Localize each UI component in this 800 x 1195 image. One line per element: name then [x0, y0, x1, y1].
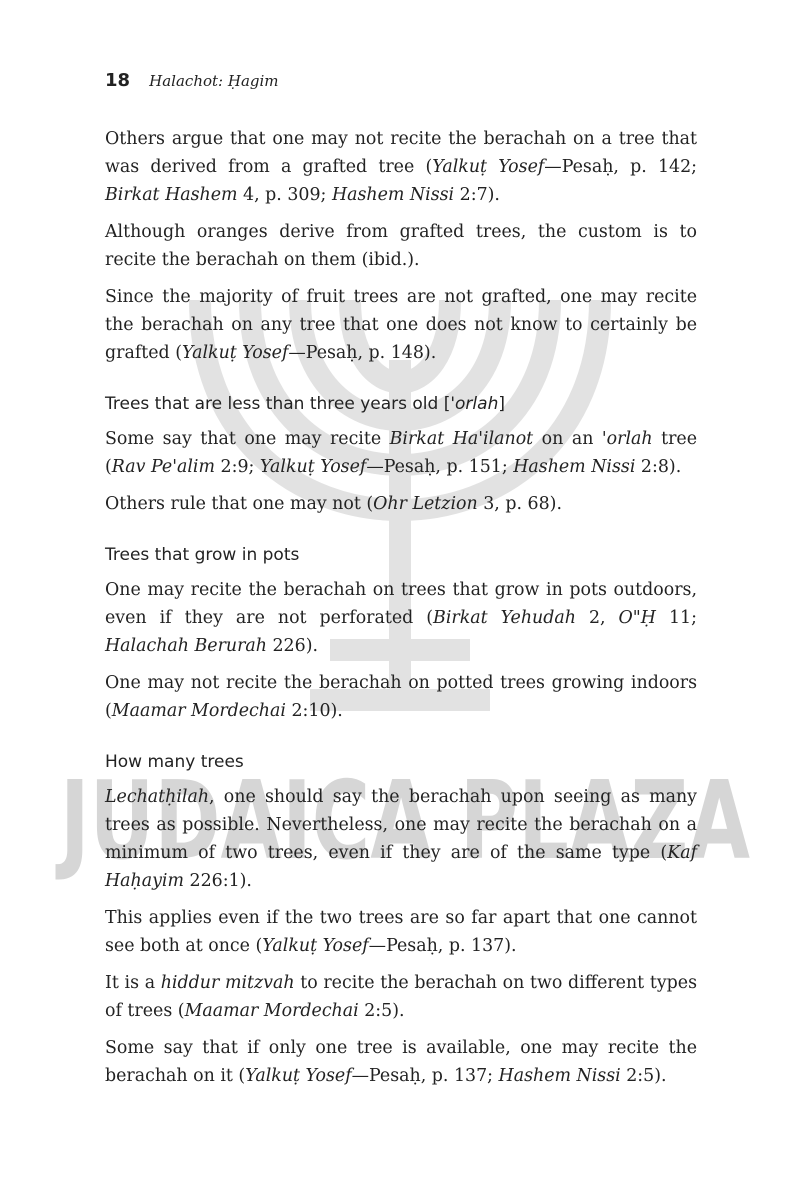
section-heading-pots: Trees that grow in pots — [105, 545, 300, 565]
paragraph-11: Some say that if only one tree is available, one may recite the berachah on it (Yalkuṭ Yosef—Pesaḥ, p. 137; Hashem Nissi 2:5). — [105, 1038, 697, 1086]
watermark-text: JUDAICA PLAZA — [54, 759, 751, 884]
page-number: 18 — [105, 70, 131, 91]
running-head — [105, 70, 697, 91]
paragraph-7: One may not recite the berachah on potted trees growing indoors (Maamar Mordechai 2:10). — [105, 673, 697, 721]
paragraph-3: Since the majority of fruit trees are not grafted, one may recite the berachah on any tree that one does not know to certainly be grafted (Yalkuṭ Yosef—Pesaḥ, p. 148). — [105, 287, 697, 363]
paragraph-10: It is a hiddur mitzvah to recite the berachah on two different types of trees (Maamar Mordechai 2:5). — [105, 973, 697, 1021]
paragraph-8: Lechatḥilah, one should say the berachah upon seeing as many trees as possible. Nevertheless, one may recite the berachah on a minimum of two trees, even if they are of the same type (Kaf Haḥayim 226:1). — [105, 787, 697, 891]
page-content — [105, 70, 697, 1099]
paragraph-5: Others rule that one may not (Ohr Letzion 3, p. 68). — [105, 494, 562, 514]
section-heading-orlah: Trees that are less than three years old ['orlah] — [105, 394, 505, 414]
book-title: Halachot: Ḥagim — [149, 72, 279, 90]
paragraph-6: One may recite the berachah on trees that grow in pots outdoors, even if they are not perforated (Birkat Yehudah 2, O"Ḥ 11; Halachah Berurah 226). — [105, 580, 697, 656]
section-heading-how-many: How many trees — [105, 752, 244, 772]
paragraph-1: Others argue that one may not recite the berachah on a tree that was derived from a grafted tree (Yalkuṭ Yosef—Pesaḥ, p. 142; Birkat Hashem 4, p. 309; Hashem Nissi 2:7). — [105, 129, 697, 205]
paragraph-9: This applies even if the two trees are so far apart that one cannot see both at once (Yalkuṭ Yosef—Pesaḥ, p. 137). — [105, 908, 697, 956]
paragraph-2: Although oranges derive from grafted trees, the custom is to recite the berachah on them (ibid.). — [105, 222, 697, 270]
paragraph-4: Some say that one may recite Birkat Ha'ilanot on an 'orlah tree (Rav Pe'alim 2:9; Yalkuṭ Yosef—Pesaḥ, p. 151; Hashem Nissi 2:8). — [105, 429, 697, 477]
